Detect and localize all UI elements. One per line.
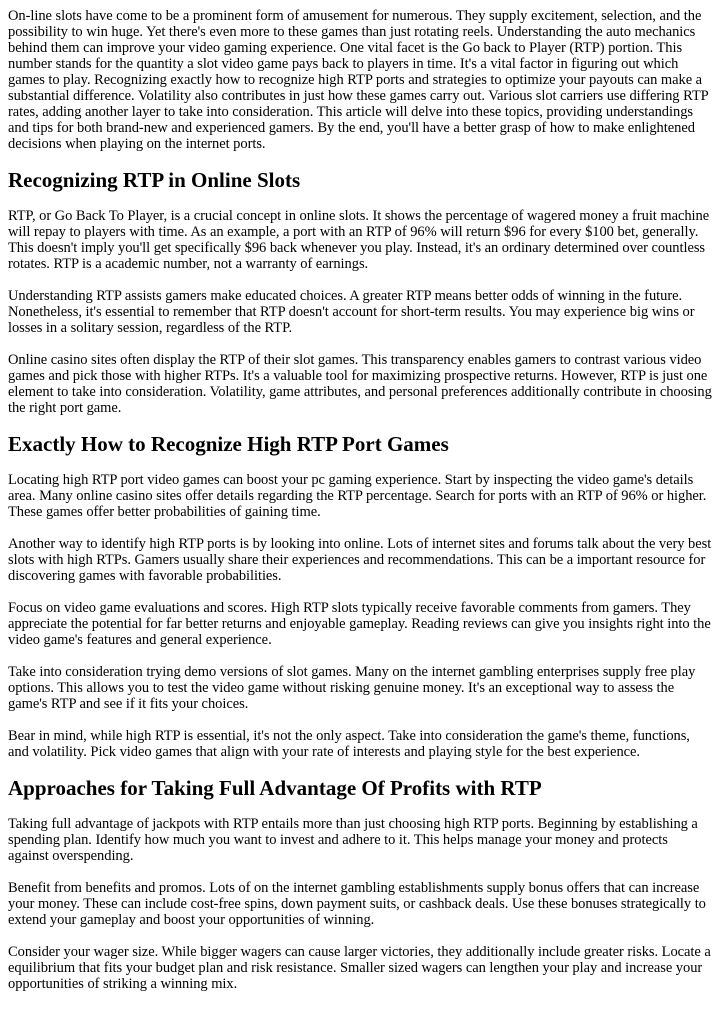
- recognize-section: [8, 432, 712, 760]
- paragraph: Online casino sites often display the RTP of their slot games. This transparency enables gamers to contrast various video games and pick those with higher RTPs. It's a valuable tool for maximizing prospective returns. However, RTP is just one element to take into consideration. Volatility, game attributes, and personal preferences additionally contribute in choosing the right port game.: [8, 352, 712, 416]
- paragraph: Consider your wager size. While bigger wagers can cause larger victories, they additionally include greater risks. Locate a equilibrium that fits your budget plan and risk resistance. Smaller sized wagers can lengthen your play and increase your opportunities of striking a winning mix.: [8, 944, 711, 992]
- paragraph: RTP, or Go Back To Player, is a crucial concept in online slots. It shows the percentage of wagered money a fruit machine will repay to players with time. As an example, a port with an RTP of 96% will return $96 for every $100 bet, generally. This doesn't imply you'll get specifically $96 back whenever you play. Instead, it's an ordinary determined over countless rotates. RTP is a academic number, not a warranty of earnings.: [8, 208, 710, 272]
- paragraph: Taking full advantage of jackpots with RTP entails more than just choosing high RTP ports. Beginning by establishing a spending plan. Identify how much you want to invest and adhere to it. This helps manage your money and protects against overspending.: [8, 816, 698, 864]
- rtp-section: [8, 168, 712, 416]
- paragraph: Locating high RTP port video games can boost your pc gaming experience. Start by inspecting the video game's details area. Many online casino sites offer details regarding the RTP percentage. Search for ports with an RTP of 96% or higher. These games offer better probabilities of gaining time.: [8, 472, 707, 520]
- paragraph: Bear in mind, while high RTP is essential, it's not the only aspect. Take into consideration the game's theme, functions, and volatility. Pick video games that align with your rate of interests and playing style for the best experience.: [8, 728, 690, 760]
- section-heading: Recognizing RTP in Online Slots: [8, 168, 301, 192]
- section-heading: Approaches for Taking Full Advantage Of Profits with RTP: [8, 776, 542, 800]
- strategies-section: [8, 776, 712, 992]
- paragraph: Understanding RTP assists gamers make educated choices. A greater RTP means better odds of winning in the future. Nonetheless, it's essential to remember that RTP doesn't account for short-term results. You may experience big wins or losses in a solitary session, regardless of the RTP.: [8, 288, 695, 336]
- intro-paragraph: On-line slots have come to be a prominent form of amusement for numerous. They supply excitement, selection, and the possibility to win huge. Yet there's even more to these games than just rotating reels. Understanding the auto mechanics behind them can improve your video gaming experience. One vital facet is the Go back to Player (RTP) portion. This number stands for the quantity a slot video game pays back to players in time. It's a vital factor in figuring out which games to play. Recognizing exactly how to recognize high RTP ports and strategies to optimize your payouts can make a substantial difference. Volatility also contributes in just how these games carry out. Various slot carriers use differing RTP rates, adding another layer to take into consideration. This article will delve into these topics, providing understandings and tips for both brand-new and experienced gamers. By the end, you'll have a better grasp of how to make enlightened decisions when playing on the internet ports.: [8, 8, 709, 152]
- intro-section: [8, 8, 712, 152]
- paragraph: Benefit from benefits and promos. Lots of on the internet gambling establishments supply bonus offers that can increase your money. These can include cost-free spins, down payment suits, or cashback deals. Use these bonuses strategically to extend your gameplay and boost your opportunities of winning.: [8, 880, 706, 928]
- paragraph: Take into consideration trying demo versions of slot games. Many on the internet gambling enterprises supply free play options. This allows you to test the video game without risking genuine money. It's an exceptional way to assess the game's RTP and see if it fits your choices.: [8, 664, 696, 712]
- article: [0, 8, 720, 992]
- paragraph: Focus on video game evaluations and scores. High RTP slots typically receive favorable comments from gamers. They appreciate the potential for far better returns and enjoyable gameplay. Reading reviews can give you insights right into the video game's features and general experience.: [8, 600, 711, 648]
- paragraph: Another way to identify high RTP ports is by looking into online. Lots of internet sites and forums talk about the very best slots with high RTPs. Gamers usually share their experiences and recommendations. This can be a important resource for discovering games with favorable probabilities.: [8, 536, 712, 584]
- section-heading: Exactly How to Recognize High RTP Port Games: [8, 432, 449, 456]
